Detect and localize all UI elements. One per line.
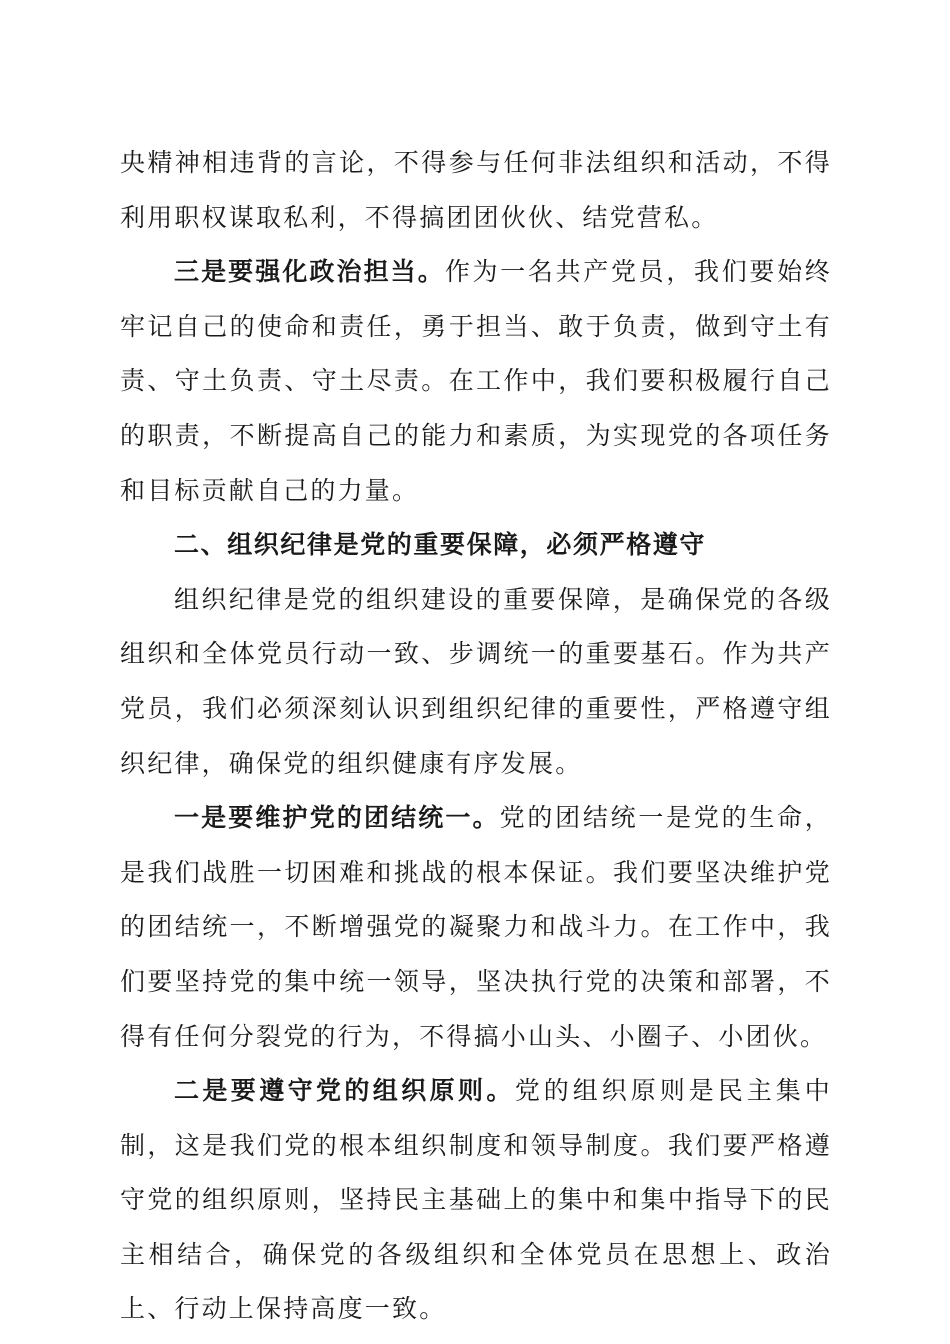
paragraph-lead: 三是要强化政治担当。 — [174, 257, 445, 287]
paragraph-text: 作为一名共产党员，我们要始终牢记自己的使命和责任，勇于担当、敢于负责，做到守土有责、守土负责、守土尽责。在工作中，我们要积极履行自己的职责，不断提高自己的能力和素质，为实现党的各项任务和目标贡献自己的力量。 — [120, 257, 832, 505]
paragraph-section-intro — [120, 573, 832, 791]
paragraph-text: 党的团结统一是党的生命，是我们战胜一切困难和挑战的根本保证。我们要坚决维护党的团结统一，不断增强党的凝聚力和战斗力。在工作中，我们要坚持党的集中统一领导，坚决执行党的决策和部署，不得有任何分裂党的行为，不得搞小山头、小圈子、小团伙。 — [120, 803, 832, 1051]
paragraph-text: 央精神相违背的言论，不得参与任何非法组织和活动，不得利用职权谋取私利，不得搞团团伙伙、结党营私。 — [120, 148, 832, 232]
paragraph-lead: 二是要遵守党的组织原则。 — [174, 1076, 515, 1106]
paragraph-text: 组织纪律是党的组织建设的重要保障，是确保党的各级组织和全体党员行动一致、步调统一的重要基石。作为共产党员，我们必须深刻认识到组织纪律的重要性，严格遵守组织纪律，确保党的组织健康有序发展。 — [120, 584, 832, 778]
document-page — [120, 136, 832, 1337]
section-heading: 二、组织纪律是党的重要保障，必须严格遵守 — [174, 530, 707, 560]
paragraph-point-two — [120, 1064, 832, 1337]
paragraph-lead: 一是要维护党的团结统一。 — [174, 803, 500, 833]
paragraph-text: 党的组织原则是民主集中制，这是我们党的根本组织制度和领导制度。我们要严格遵守党的组织原则，坚持民主基础上的集中和集中指导下的民主相结合，确保党的各级组织和全体党员在思想上、政治上、行动上保持高度一致。 — [120, 1076, 833, 1324]
paragraph-point-three — [120, 245, 832, 518]
paragraph-continuation — [120, 136, 832, 245]
paragraph-point-one — [120, 791, 832, 1064]
